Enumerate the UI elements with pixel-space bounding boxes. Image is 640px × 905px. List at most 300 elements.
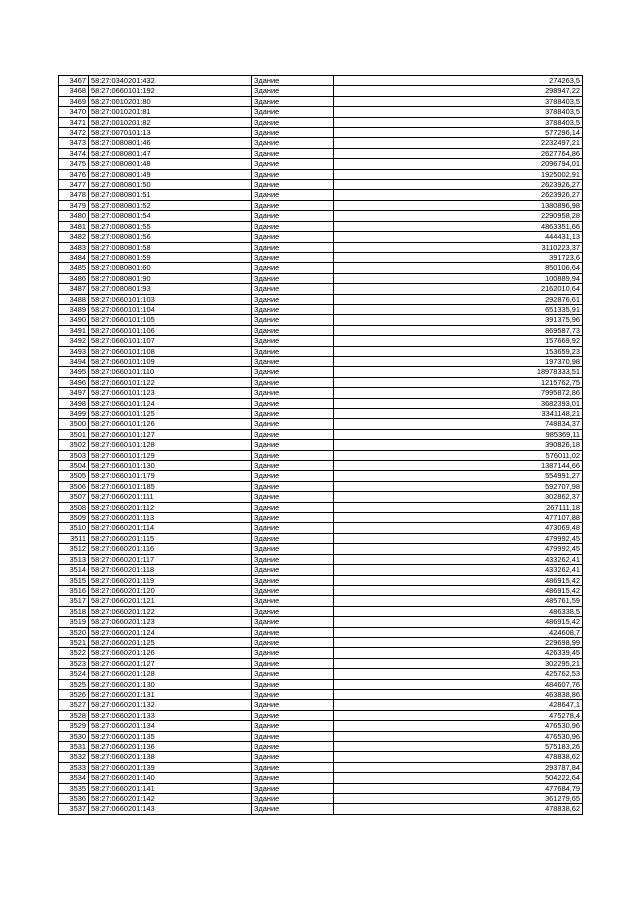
row-number: 3481 [59,221,89,231]
object-type: Здание [252,710,334,720]
object-type: Здание [252,336,334,346]
object-type: Здание [252,388,334,398]
cadastral-number: 58:27:0660201:117 [89,554,252,564]
row-number: 3494 [59,356,89,366]
cadastral-value: 554991,27 [334,471,583,481]
cadastral-number: 58:27:0080801:55 [89,221,252,231]
cadastral-number: 58:27:0660201:119 [89,575,252,585]
cadastral-number: 58:27:0010201:81 [89,107,252,117]
table-row [59,533,583,543]
cadastral-value: 274263,5 [334,76,583,86]
table-row [59,148,583,158]
row-number: 3489 [59,304,89,314]
table-row [59,762,583,772]
cadastral-value: 473069,48 [334,523,583,533]
cadastral-value: 479992,45 [334,544,583,554]
row-number: 3522 [59,648,89,658]
object-type: Здание [252,721,334,731]
table-row [59,471,583,481]
cadastral-value: 479992,45 [334,533,583,543]
row-number: 3485 [59,263,89,273]
row-number: 3528 [59,710,89,720]
document-page [58,75,582,815]
row-number: 3474 [59,148,89,158]
object-type: Здание [252,117,334,127]
row-number: 3517 [59,596,89,606]
cadastral-value: 476530,96 [334,721,583,731]
object-type: Здание [252,440,334,450]
table-row [59,377,583,387]
table-row [59,783,583,793]
cadastral-value: 4863351,66 [334,221,583,231]
object-type: Здание [252,461,334,471]
table-row [59,502,583,512]
table-row [59,596,583,606]
cadastral-value: 651335,91 [334,304,583,314]
cadastral-number: 58:27:0080801:54 [89,211,252,221]
table-row [59,128,583,138]
row-number: 3509 [59,513,89,523]
table-row [59,731,583,741]
cadastral-value: 1380896,98 [334,200,583,210]
table-row [59,398,583,408]
table-row [59,804,583,814]
cadastral-number: 58:27:0660201:130 [89,679,252,689]
object-type: Здание [252,794,334,804]
cadastral-value: 3682393,01 [334,398,583,408]
cadastral-value: 2232497,21 [334,138,583,148]
table-row [59,336,583,346]
table-row [59,232,583,242]
row-number: 3515 [59,575,89,585]
table-row [59,180,583,190]
object-type: Здание [252,492,334,502]
row-number: 3493 [59,346,89,356]
cadastral-number: 58:27:0660201:139 [89,762,252,772]
cadastral-number: 58:27:0660201:113 [89,513,252,523]
cadastral-number: 58:27:0660101:104 [89,304,252,314]
row-number: 3495 [59,367,89,377]
object-type: Здание [252,190,334,200]
object-type: Здание [252,783,334,793]
object-type: Здание [252,502,334,512]
cadastral-value: 229698,99 [334,637,583,647]
cadastral-value: 267111,18 [334,502,583,512]
object-type: Здание [252,627,334,637]
cadastral-value: 486915,42 [334,575,583,585]
cadastral-value: 302295,21 [334,658,583,668]
cadastral-value: 2623926,27 [334,180,583,190]
object-type: Здание [252,585,334,595]
row-number: 3532 [59,752,89,762]
cadastral-value: 426339,45 [334,648,583,658]
cadastral-number: 58:27:0660101:179 [89,471,252,481]
table-row [59,637,583,647]
cadastral-value: 428647,1 [334,700,583,710]
table-row [59,617,583,627]
table-row [59,367,583,377]
cadastral-number: 58:27:0660101:192 [89,86,252,96]
table-row [59,565,583,575]
object-type: Здание [252,617,334,627]
row-number: 3468 [59,86,89,96]
object-type: Здание [252,648,334,658]
object-type: Здание [252,107,334,117]
row-number: 3492 [59,336,89,346]
cadastral-number: 58:27:0660101:106 [89,325,252,335]
row-number: 3508 [59,502,89,512]
row-number: 3511 [59,533,89,543]
cadastral-value: 361279,65 [334,794,583,804]
cadastral-number: 58:27:0660201:112 [89,502,252,512]
row-number: 3469 [59,96,89,106]
row-number: 3471 [59,117,89,127]
row-number: 3488 [59,294,89,304]
table-row [59,773,583,783]
object-type: Здание [252,148,334,158]
object-type: Здание [252,804,334,814]
row-number: 3529 [59,721,89,731]
row-number: 3501 [59,429,89,439]
cadastral-number: 58:27:0660201:142 [89,794,252,804]
cadastral-value: 7995872,86 [334,388,583,398]
row-number: 3476 [59,169,89,179]
cadastral-value: 477684,79 [334,783,583,793]
table-row [59,273,583,283]
cadastral-value: 3788403,5 [334,96,583,106]
object-type: Здание [252,211,334,221]
cadastral-value: 592707,98 [334,481,583,491]
table-row [59,159,583,169]
object-type: Здание [252,762,334,772]
cadastral-number: 58:27:0660201:126 [89,648,252,658]
table-row [59,294,583,304]
cadastral-value: 485761,59 [334,596,583,606]
row-number: 3478 [59,190,89,200]
cadastral-value: 391375,96 [334,315,583,325]
object-type: Здание [252,481,334,491]
row-number: 3482 [59,232,89,242]
row-number: 3523 [59,658,89,668]
cadastral-value: 486915,42 [334,585,583,595]
cadastral-number: 58:27:0660101:125 [89,409,252,419]
table-row [59,190,583,200]
row-number: 3531 [59,742,89,752]
cadastral-value: 463838,86 [334,689,583,699]
cadastral-value: 424608,7 [334,627,583,637]
table-row [59,138,583,148]
object-type: Здание [252,742,334,752]
cadastral-value: 100889,94 [334,273,583,283]
table-row [59,689,583,699]
object-type: Здание [252,637,334,647]
cadastral-value: 3341148,21 [334,409,583,419]
object-type: Здание [252,377,334,387]
table-row [59,86,583,96]
row-number: 3535 [59,783,89,793]
table-row [59,710,583,720]
cadastral-number: 58:27:0660201:121 [89,596,252,606]
cadastral-number: 58:27:0660201:138 [89,752,252,762]
table-row [59,107,583,117]
cadastral-number: 58:27:0080801:51 [89,190,252,200]
object-type: Здание [252,294,334,304]
cadastral-value: 292876,61 [334,294,583,304]
object-type: Здание [252,575,334,585]
object-type: Здание [252,356,334,366]
row-number: 3519 [59,617,89,627]
object-type: Здание [252,773,334,783]
row-number: 3512 [59,544,89,554]
row-number: 3530 [59,731,89,741]
row-number: 3486 [59,273,89,283]
object-type: Здание [252,429,334,439]
object-type: Здание [252,409,334,419]
object-type: Здание [252,86,334,96]
cadastral-number: 58:27:0660101:123 [89,388,252,398]
cadastral-number: 58:27:0660101:124 [89,398,252,408]
object-type: Здание [252,169,334,179]
row-number: 3480 [59,211,89,221]
object-type: Здание [252,752,334,762]
cadastral-value: 504222,64 [334,773,583,783]
object-type: Здание [252,419,334,429]
table-row [59,96,583,106]
cadastral-value: 444431,13 [334,232,583,242]
table-row [59,252,583,262]
object-type: Здание [252,138,334,148]
table-row [59,492,583,502]
cadastral-value: 197370,98 [334,356,583,366]
table-row [59,200,583,210]
object-type: Здание [252,242,334,252]
cadastral-number: 58:27:0080801:90 [89,273,252,283]
table-row [59,461,583,471]
object-type: Здание [252,606,334,616]
cadastral-value: 2162010,64 [334,284,583,294]
table-row [59,450,583,460]
table-row [59,513,583,523]
cadastral-number: 58:27:0660201:127 [89,658,252,668]
cadastral-value: 302862,37 [334,492,583,502]
cadastral-number: 58:27:0080801:49 [89,169,252,179]
cadastral-number: 58:27:0080801:56 [89,232,252,242]
row-number: 3524 [59,669,89,679]
cadastral-value: 850106,64 [334,263,583,273]
cadastral-value: 3788403,5 [334,107,583,117]
cadastral-number: 58:27:0660201:136 [89,742,252,752]
object-type: Здание [252,367,334,377]
cadastral-value: 157669,92 [334,336,583,346]
table-row [59,575,583,585]
table-row [59,409,583,419]
cadastral-number: 58:27:0080801:47 [89,148,252,158]
table-row [59,658,583,668]
cadastral-value: 1215762,75 [334,377,583,387]
object-type: Здание [252,96,334,106]
cadastral-value: 3110223,37 [334,242,583,252]
table-row [59,481,583,491]
row-number: 3527 [59,700,89,710]
object-type: Здание [252,513,334,523]
object-type: Здание [252,252,334,262]
cadastral-value: 2623926,27 [334,190,583,200]
table-row [59,523,583,533]
cadastral-value: 425762,53 [334,669,583,679]
cadastral-number: 58:27:0080801:50 [89,180,252,190]
row-number: 3472 [59,128,89,138]
cadastral-number: 58:27:0660101:130 [89,461,252,471]
cadastral-number: 58:27:0660101:103 [89,294,252,304]
cadastral-value: 2627764,86 [334,148,583,158]
cadastral-value: 2290958,28 [334,211,583,221]
object-type: Здание [252,200,334,210]
cadastral-value: 433262,41 [334,554,583,564]
table-row [59,554,583,564]
cadastral-value: 477107,88 [334,513,583,523]
row-number: 3498 [59,398,89,408]
row-number: 3510 [59,523,89,533]
object-type: Здание [252,263,334,273]
object-type: Здание [252,658,334,668]
cadastral-number: 58:27:0080801:59 [89,252,252,262]
cadastral-number: 58:27:0660201:122 [89,606,252,616]
table-row [59,585,583,595]
object-type: Здание [252,731,334,741]
cadastral-number: 58:27:0660201:131 [89,689,252,699]
property-registry-table [58,75,583,815]
table-row [59,742,583,752]
cadastral-value: 3788403,5 [334,117,583,127]
row-number: 3479 [59,200,89,210]
object-type: Здание [252,554,334,564]
cadastral-value: 293787,84 [334,762,583,772]
cadastral-number: 58:27:0660201:135 [89,731,252,741]
table-row [59,356,583,366]
cadastral-value: 1925002,91 [334,169,583,179]
object-type: Здание [252,128,334,138]
cadastral-value: 577296,14 [334,128,583,138]
object-type: Здание [252,284,334,294]
table-row [59,721,583,731]
object-type: Здание [252,398,334,408]
table-row [59,221,583,231]
cadastral-number: 58:27:0660201:125 [89,637,252,647]
object-type: Здание [252,471,334,481]
cadastral-number: 58:27:0070101:13 [89,128,252,138]
object-type: Здание [252,221,334,231]
object-type: Здание [252,565,334,575]
cadastral-number: 58:27:0080801:58 [89,242,252,252]
cadastral-number: 58:27:0660101:105 [89,315,252,325]
row-number: 3525 [59,679,89,689]
object-type: Здание [252,159,334,169]
object-type: Здание [252,315,334,325]
row-number: 3534 [59,773,89,783]
cadastral-number: 58:27:0080801:46 [89,138,252,148]
table-row [59,606,583,616]
cadastral-value: 433262,41 [334,565,583,575]
cadastral-number: 58:27:0660101:107 [89,336,252,346]
cadastral-value: 298947,22 [334,86,583,96]
row-number: 3502 [59,440,89,450]
table-row [59,211,583,221]
object-type: Здание [252,304,334,314]
cadastral-number: 58:27:0660101:110 [89,367,252,377]
table-row [59,752,583,762]
table-row [59,346,583,356]
table-row [59,242,583,252]
table-row [59,794,583,804]
row-number: 3473 [59,138,89,148]
cadastral-number: 58:27:0660101:129 [89,450,252,460]
row-number: 3475 [59,159,89,169]
row-number: 3497 [59,388,89,398]
cadastral-number: 58:27:0660201:124 [89,627,252,637]
cadastral-value: 486338,5 [334,606,583,616]
row-number: 3513 [59,554,89,564]
row-number: 3483 [59,242,89,252]
cadastral-value: 748834,37 [334,419,583,429]
cadastral-number: 58:27:0080801:48 [89,159,252,169]
object-type: Здание [252,523,334,533]
cadastral-value: 575183,26 [334,742,583,752]
row-number: 3514 [59,565,89,575]
row-number: 3533 [59,762,89,772]
cadastral-number: 58:27:0660201:133 [89,710,252,720]
table-row [59,304,583,314]
table-row [59,388,583,398]
cadastral-number: 58:27:0660201:134 [89,721,252,731]
cadastral-value: 486915,42 [334,617,583,627]
cadastral-value: 478838,62 [334,804,583,814]
cadastral-number: 58:27:0660201:114 [89,523,252,533]
cadastral-number: 58:27:0660101:127 [89,429,252,439]
cadastral-number: 58:27:0660101:126 [89,419,252,429]
row-number: 3487 [59,284,89,294]
object-type: Здание [252,544,334,554]
row-number: 3518 [59,606,89,616]
row-number: 3470 [59,107,89,117]
cadastral-number: 58:27:0660201:120 [89,585,252,595]
cadastral-value: 390826,18 [334,440,583,450]
table-row [59,76,583,86]
row-number: 3503 [59,450,89,460]
table-row [59,700,583,710]
table-row [59,627,583,637]
row-number: 3536 [59,794,89,804]
table-row [59,440,583,450]
cadastral-number: 58:27:0080801:93 [89,284,252,294]
row-number: 3526 [59,689,89,699]
table-row [59,429,583,439]
row-number: 3477 [59,180,89,190]
object-type: Здание [252,596,334,606]
cadastral-number: 58:27:0660201:111 [89,492,252,502]
cadastral-number: 58:27:0080801:60 [89,263,252,273]
cadastral-number: 58:27:0660201:132 [89,700,252,710]
cadastral-number: 58:27:0660201:140 [89,773,252,783]
cadastral-value: 576011,02 [334,450,583,460]
cadastral-value: 869587,73 [334,325,583,335]
row-number: 3520 [59,627,89,637]
object-type: Здание [252,669,334,679]
cadastral-number: 58:27:0660101:108 [89,346,252,356]
row-number: 3484 [59,252,89,262]
cadastral-value: 1387144,66 [334,461,583,471]
cadastral-value: 476530,96 [334,731,583,741]
row-number: 3507 [59,492,89,502]
